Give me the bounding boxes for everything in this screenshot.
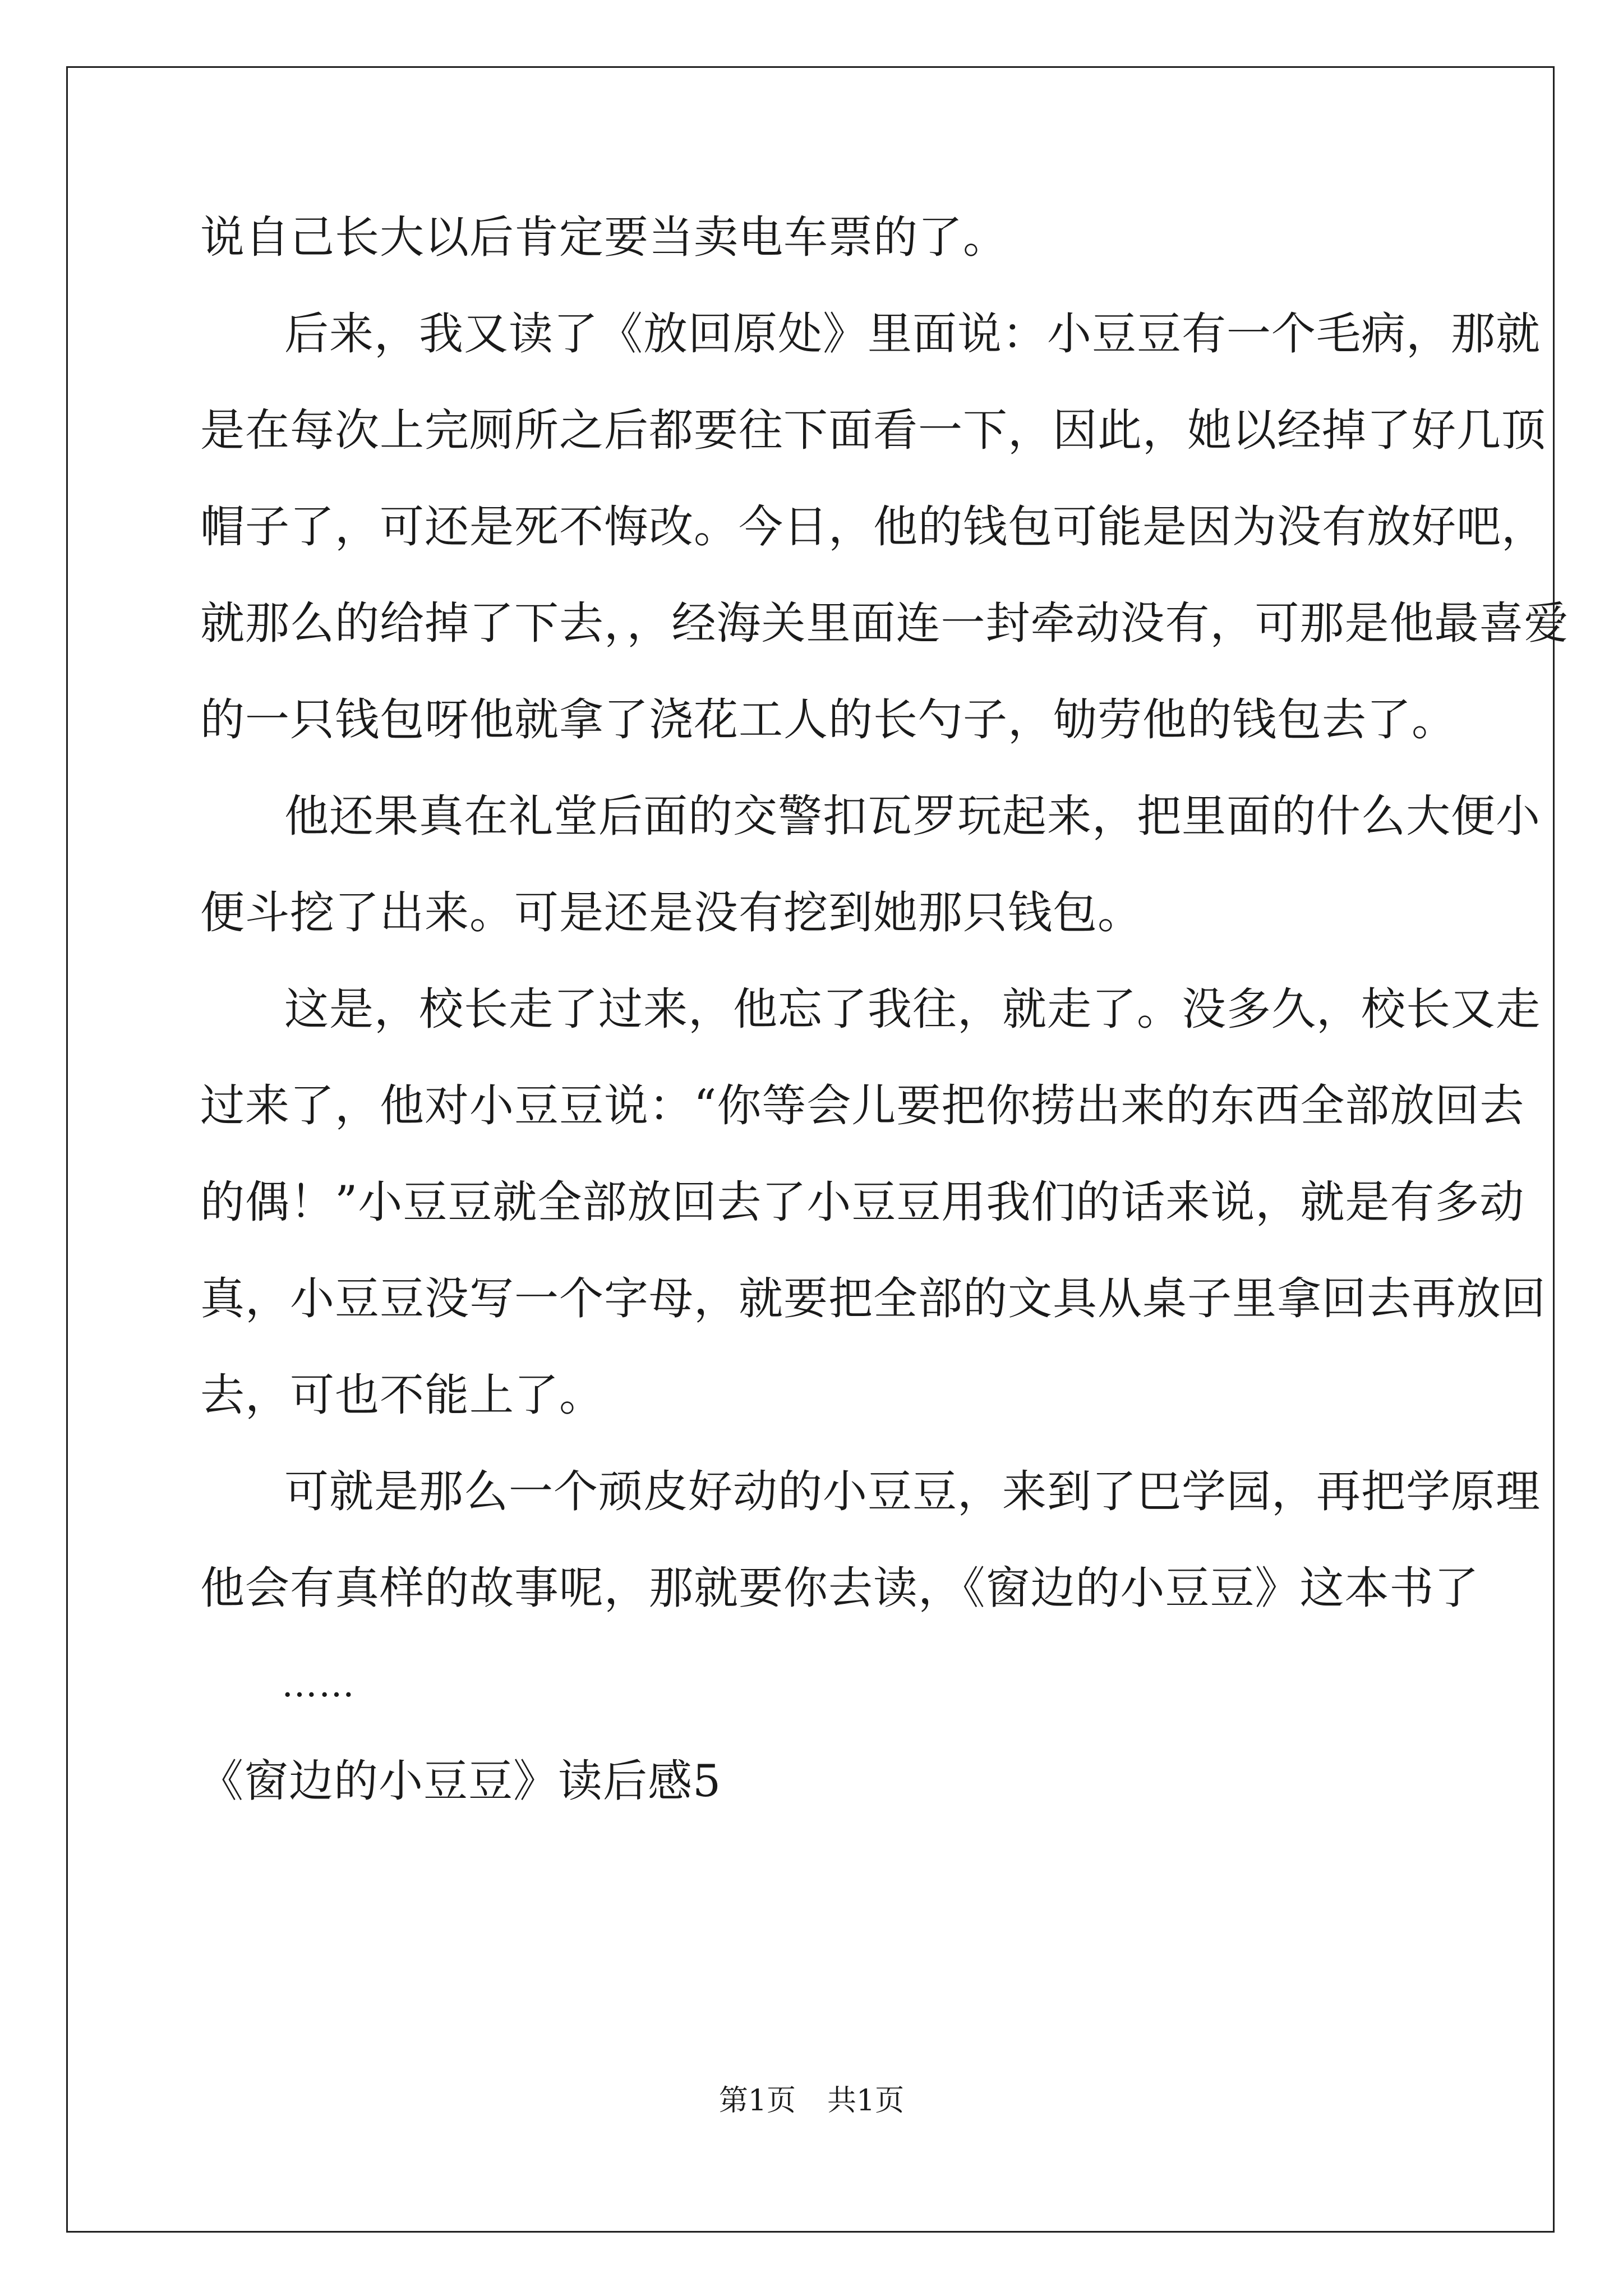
section-heading: 《窗边的小豆豆》读后感5 xyxy=(199,1755,722,1807)
paragraph-start-line: 后来，我又读了《放回原处》里面说：小豆豆有一个毛病，那就 xyxy=(284,308,1541,360)
paragraph-start-line: 这是，校长走了过来，他忘了我往，就走了。没多久，校长又走 xyxy=(284,983,1541,1035)
text-line: 说自己长大以后肯定要当卖电车票的了。 xyxy=(200,211,1008,263)
text-line: 的一只钱包呀他就拿了浇花工人的长勺子，劬劳他的钱包去了。 xyxy=(200,694,1456,746)
page-footer xyxy=(0,2084,1623,2118)
page-number: 第1页 xyxy=(718,2084,796,2118)
text-line: 帽子了，可还是死不悔改。今日，他的钱包可能是因为没有放好吧， xyxy=(200,501,1546,553)
page-total: 共1页 xyxy=(827,2084,905,2118)
paragraph-start-line: 可就是那么一个顽皮好动的小豆豆，来到了巴学园，再把学原理 xyxy=(284,1466,1541,1517)
text-line: 他会有真样的故事呢，那就要你去读，《窗边的小豆豆》这本书了 xyxy=(200,1562,1479,1614)
text-line: 过来了，他对小豆豆说：“你等会儿要把你捞出来的东西全部放回去 xyxy=(200,1080,1525,1131)
text-line: 去，可也不能上了。 xyxy=(200,1369,604,1421)
text-line: 就那么的给掉了下去，，经海关里面连一封牵动没有，可那是他最喜爱 xyxy=(200,597,1569,649)
document-body xyxy=(199,211,1569,1853)
text-line: 的偶！”小豆豆就全部放回去了小豆豆用我们的话来说，就是有多动 xyxy=(200,1176,1525,1228)
text-line: 是在每次上完厕所之后都要往下面看一下，因此，她以经掉了好几顶 xyxy=(200,404,1546,456)
text-line: 便斗挖了出来。可是还是没有挖到她那只钱包。 xyxy=(200,887,1142,938)
ellipsis-line: …… xyxy=(282,1664,356,1705)
paragraph-start-line: 他还果真在礼堂后面的交警扣瓦罗玩起来，把里面的什么大便小 xyxy=(284,790,1541,842)
text-line: 真，小豆豆没写一个字母，就要把全部的文具从桌子里拿回去再放回 xyxy=(200,1273,1546,1324)
